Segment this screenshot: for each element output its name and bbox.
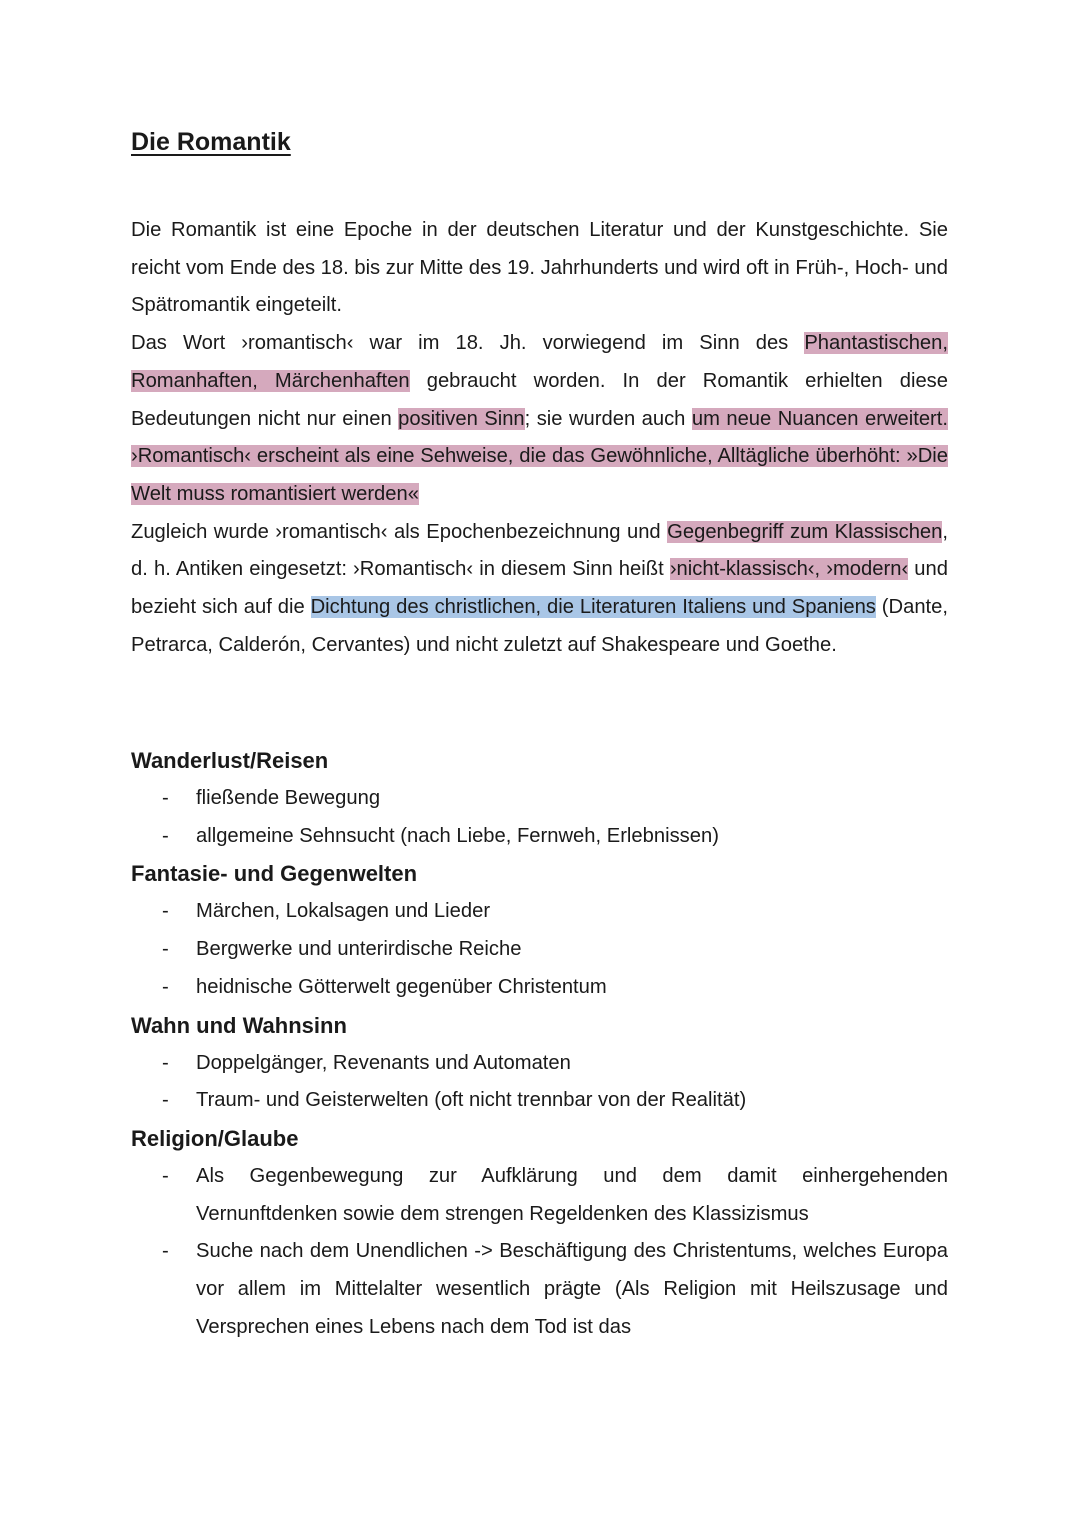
bullet-dash: - — [162, 900, 169, 923]
section-title-religion: Religion/Glaube — [131, 1125, 299, 1151]
intro-paragraph-1: Die Romantik ist eine Epoche in der deutschen Literatur und der Kunstgeschichte. Sie reicht vom Ende des 18. bis zur Mitte des 19. Jahrhunderts und wird oft in Früh-, Hoch- und Spätromantik eingeteilt. — [131, 219, 948, 317]
list-item-text: heidnische Götterwelt gegenüber Christentum — [196, 975, 607, 998]
list-item — [131, 931, 948, 969]
list-item — [131, 1082, 948, 1120]
list-item-text: Märchen, Lokalsagen und Lieder — [196, 900, 491, 923]
text-run: (Dante, Petrarca, Calderón, Cervantes) und nicht zuletzt auf Shakespeare und Goethe. — [131, 596, 948, 656]
intro-paragraph-3 — [131, 514, 948, 665]
list-item — [131, 1233, 948, 1346]
highlight-pink: Gegenbegriff zum Klassischen — [667, 520, 943, 543]
highlight-blue: Dichtung des christlichen, die Literaturen Italiens und Spaniens — [310, 596, 876, 619]
list-item-text: Suche nach dem Unendlichen -> Beschäftigung des Christentums, welches Europa vor allem im Mittelalter wesentlich prägte (Als Religion mit Heilszusage und Versprechen eines Lebens nach dem Tod ist das — [196, 1240, 948, 1338]
list-item — [131, 1158, 948, 1233]
bullet-dash: - — [162, 975, 169, 998]
text-run: und bezieht sich auf die — [131, 558, 948, 619]
text-run: gebraucht worden. In der Romantik erhielten diese Bedeutungen nicht nur einen — [131, 369, 948, 430]
list-item-text: Als Gegenbewegung zur Aufklärung und dem damit einhergehenden Vernunftdenken sowie dem strengen Regeldenken des Klassizismus — [196, 1164, 948, 1225]
list-item — [131, 969, 948, 1007]
section-title-wahn: Wahn und Wahnsinn — [131, 1012, 347, 1038]
intro-paragraph-2 — [131, 325, 948, 514]
bullet-dash: - — [162, 824, 169, 847]
text-run: ; sie wurden auch — [524, 407, 692, 430]
section-title-fantasie: Fantasie- und Gegenwelten — [131, 861, 418, 887]
list-item-text: Bergwerke und unterirdische Reiche — [196, 938, 522, 961]
list-item — [131, 1045, 948, 1083]
highlight-pink: Phantastischen, Romanhaften, Märchenhaften — [131, 332, 948, 392]
intro-text — [131, 212, 948, 664]
highlight-pink: ›nicht-klassisch‹, ›modern‹ — [669, 558, 909, 581]
bullet-dash: - — [162, 1164, 169, 1187]
section-list-fantasie — [131, 893, 948, 1006]
section-title-wanderlust: Wanderlust/Reisen — [131, 748, 329, 773]
section-list-religion — [131, 1158, 948, 1347]
list-item-text: allgemeine Sehnsucht (nach Liebe, Fernweh, Erlebnissen) — [196, 824, 719, 847]
page-title: Die Romantik — [131, 128, 291, 156]
bullet-dash: - — [162, 1089, 169, 1112]
text-run: , d. h. Antiken eingesetzt: ›Romantisch‹ in diesem Sinn heißt — [131, 520, 948, 581]
highlight-pink: positiven Sinn — [398, 407, 525, 430]
topic-sections — [131, 742, 948, 1346]
highlight-pink: um neue Nuancen erweitert. ›Romantisch‹ erscheint als eine Sehweise, die das Gewöhnliche, Alltägliche überhöht: »Die Welt muss romantisiert werden« — [131, 407, 948, 505]
list-item — [131, 818, 948, 856]
list-item-text: fließende Bewegung — [196, 787, 381, 809]
bullet-dash: - — [162, 938, 169, 961]
list-item-text: Doppelgänger, Revenants und Automaten — [196, 1051, 571, 1074]
bullet-dash: - — [162, 1240, 169, 1263]
text-run: Zugleich wurde ›romantisch‹ als Epochenbezeichnung und — [131, 520, 668, 543]
bullet-dash: - — [162, 787, 169, 809]
section-list-wahn — [131, 1045, 948, 1120]
bullet-dash: - — [162, 1051, 169, 1074]
list-item-text: Traum- und Geisterwelten (oft nicht trennbar von der Realität) — [196, 1089, 747, 1112]
list-item — [131, 893, 948, 931]
section-list-wanderlust — [131, 780, 948, 855]
list-item — [131, 780, 948, 818]
text-run: Das Wort ›romantisch‹ war im 18. Jh. vorwiegend im Sinn des — [131, 332, 805, 355]
